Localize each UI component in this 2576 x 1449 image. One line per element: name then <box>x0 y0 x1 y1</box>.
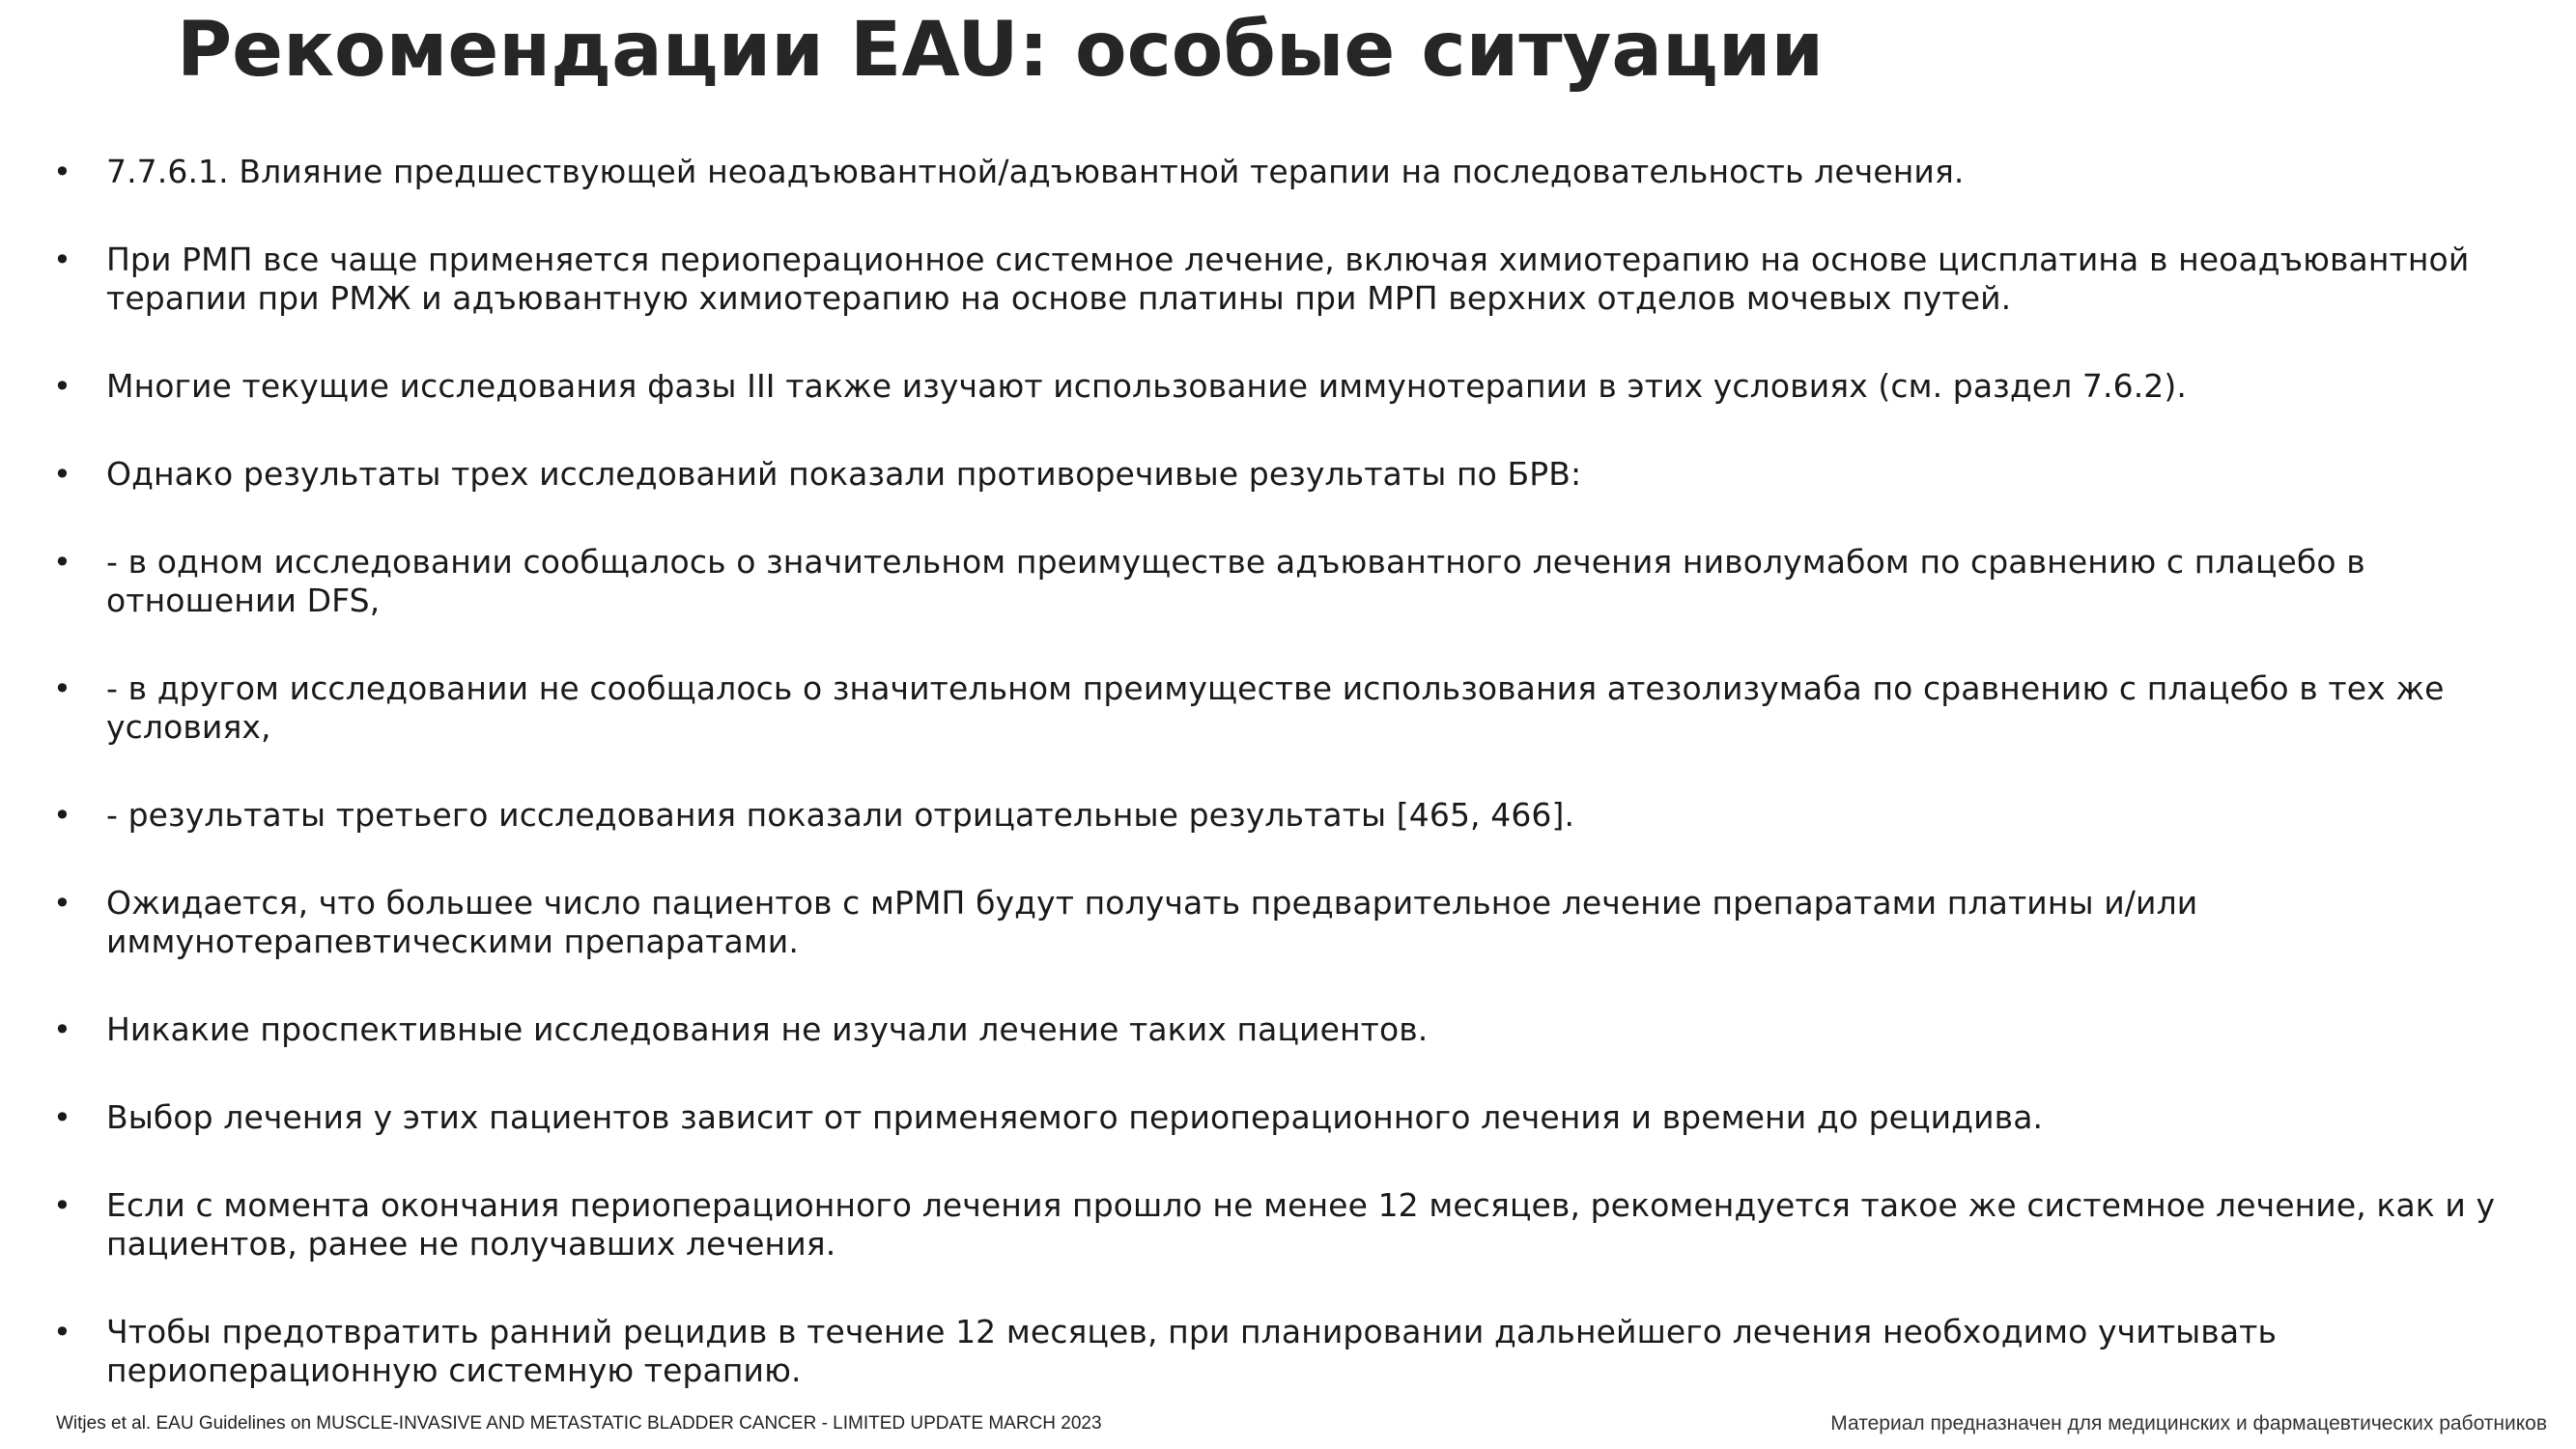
bullet-marker: • <box>53 242 71 278</box>
bullet-text: Никакие проспективные исследования не изучали лечение таких пациентов. <box>106 1010 1429 1048</box>
bullet-marker: • <box>53 154 71 190</box>
bullet-text: Если с момента окончания периоперационного лечения прошло не менее 12 месяцев, рекомендуется такое же системное лечение, как и у пациентов, ранее не получавших лечения. <box>106 1186 2496 1263</box>
footer-citation: Witjes et al. EAU Guidelines on MUSCLE-INVASIVE AND METASTATIC BLADDER CANCER - LIMITED UPDATE MARCH 2023 <box>56 1413 1102 1434</box>
footer-disclaimer: Материал предназначен для медицинских и фармацевтических работников <box>1830 1412 2547 1435</box>
bullet-text: Многие текущие исследования фазы III также изучают использование иммунотерапии в этих условиях (см. раздел 7.6.2). <box>106 367 2187 405</box>
bullet-marker: • <box>53 1011 71 1048</box>
bullet-text: Чтобы предотвратить ранний рецидив в течение 12 месяцев, при планировании дальнейшего лечения необходимо учитывать периоперационную системную терапию. <box>106 1313 2278 1389</box>
bullet-marker: • <box>53 885 71 922</box>
slide-title: Рекомендации EAU: особые ситуации <box>177 7 1825 94</box>
bullet-marker: • <box>53 368 71 405</box>
bullet-text: При РМП все чаще применяется периоперационное системное лечение, включая химиотерапию на основе цисплатина в неоадъювантной терапии при РМЖ и адъювантную химиотерапию на основе платины при МРП верхних отделов мочевых путей. <box>106 241 2470 317</box>
bullet-text: Выбор лечения у этих пациентов зависит от применяемого периоперационного лечения и времени до рецидива. <box>106 1098 2044 1136</box>
bullet-marker: • <box>53 670 71 707</box>
bullet-text: - результаты третьего исследования показали отрицательные результаты [465, 466]. <box>106 796 1575 834</box>
bullet-marker: • <box>53 1099 71 1136</box>
bullet-marker: • <box>53 1314 71 1350</box>
bullet-marker: • <box>53 456 71 493</box>
bullet-marker: • <box>53 797 71 834</box>
bullet-marker: • <box>53 1187 71 1224</box>
bullet-text: - в другом исследовании не сообщалось о значительном преимуществе использования атезолизумаба по сравнению с плацебо в тех же условиях, <box>106 669 2445 746</box>
bullet-marker: • <box>53 544 71 581</box>
bullet-text: - в одном исследовании сообщалось о значительном преимуществе адъювантного лечения ниволумабом по сравнению с плацебо в отношении DFS, <box>106 543 2365 619</box>
bullet-text: Ожидается, что большее число пациентов с мРМП будут получать предварительное лечение препаратами платины и/или иммунотерапевтическими препаратами. <box>106 884 2198 960</box>
bullet-text: Однако результаты трех исследований показали противоречивые результаты по БРВ: <box>106 455 1582 493</box>
bullet-text: 7.7.6.1. Влияние предшествующей неоадъювантной/адъювантной терапии на последовательность лечения. <box>106 153 1965 190</box>
